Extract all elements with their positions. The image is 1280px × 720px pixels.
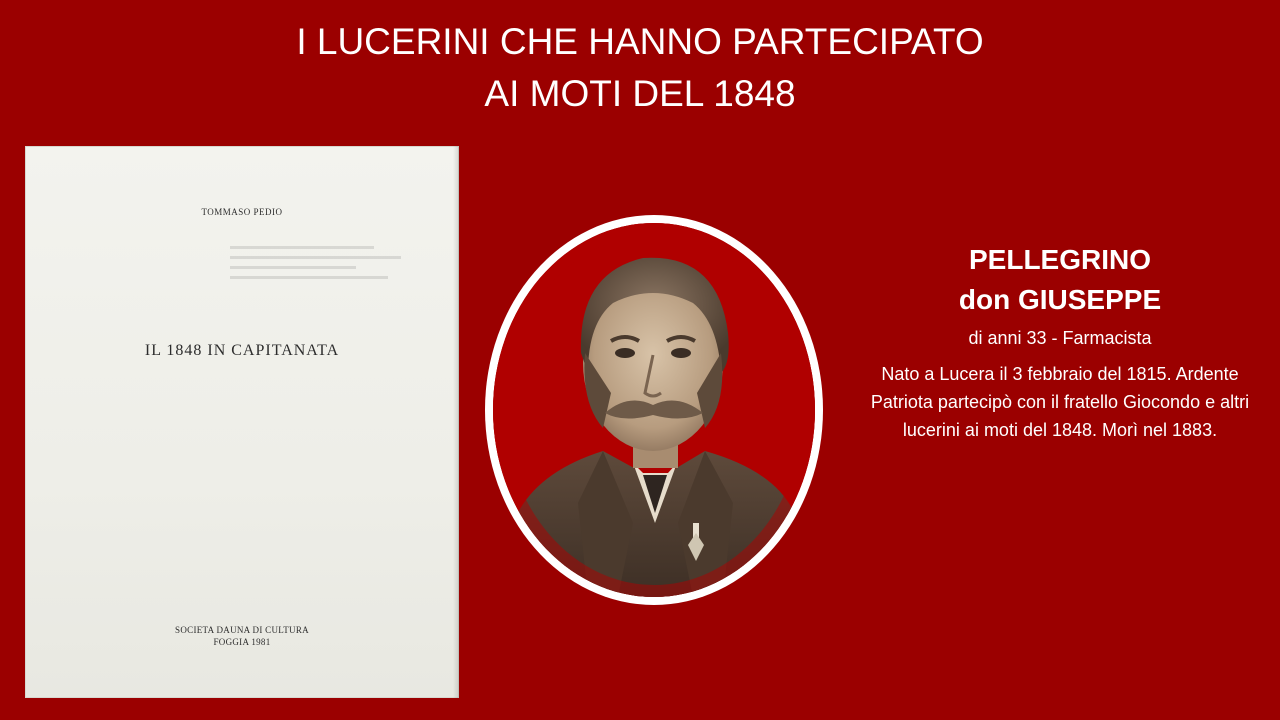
person-given-name: don GIUSEPPE: [958, 284, 1162, 315]
person-age-profession: di anni 33 - Farmacista: [968, 328, 1152, 348]
person-surname: PELLEGRINO: [968, 244, 1151, 275]
portrait-engraving-icon: [493, 223, 815, 597]
slide-title: [0, 16, 1280, 120]
book-author: TOMMASO PEDIO: [201, 207, 283, 217]
publisher-name: SOCIETA DAUNA DI CULTURA: [175, 625, 309, 635]
portrait-frame: [485, 215, 823, 605]
person-info: [850, 240, 1270, 444]
book-cover-image: [25, 146, 459, 698]
person-biography: Nato a Lucera il 3 febbraio del 1815. Ardente Patriota partecipò con il fratello Giocondo e altri lucerini ai moti del 1848. Morì nel 1883.: [870, 364, 1250, 440]
title-line-1: I LUCERINI CHE HANNO PARTECIPATO: [296, 21, 984, 62]
title-line-2: AI MOTI DEL 1848: [484, 73, 796, 114]
portrait-image: [493, 223, 815, 597]
book-publisher: [25, 624, 459, 648]
book-title: IL 1848 IN CAPITANATA: [144, 342, 340, 359]
publisher-place-year: FOGGIA 1981: [213, 637, 271, 647]
show-through-text: [230, 246, 410, 326]
